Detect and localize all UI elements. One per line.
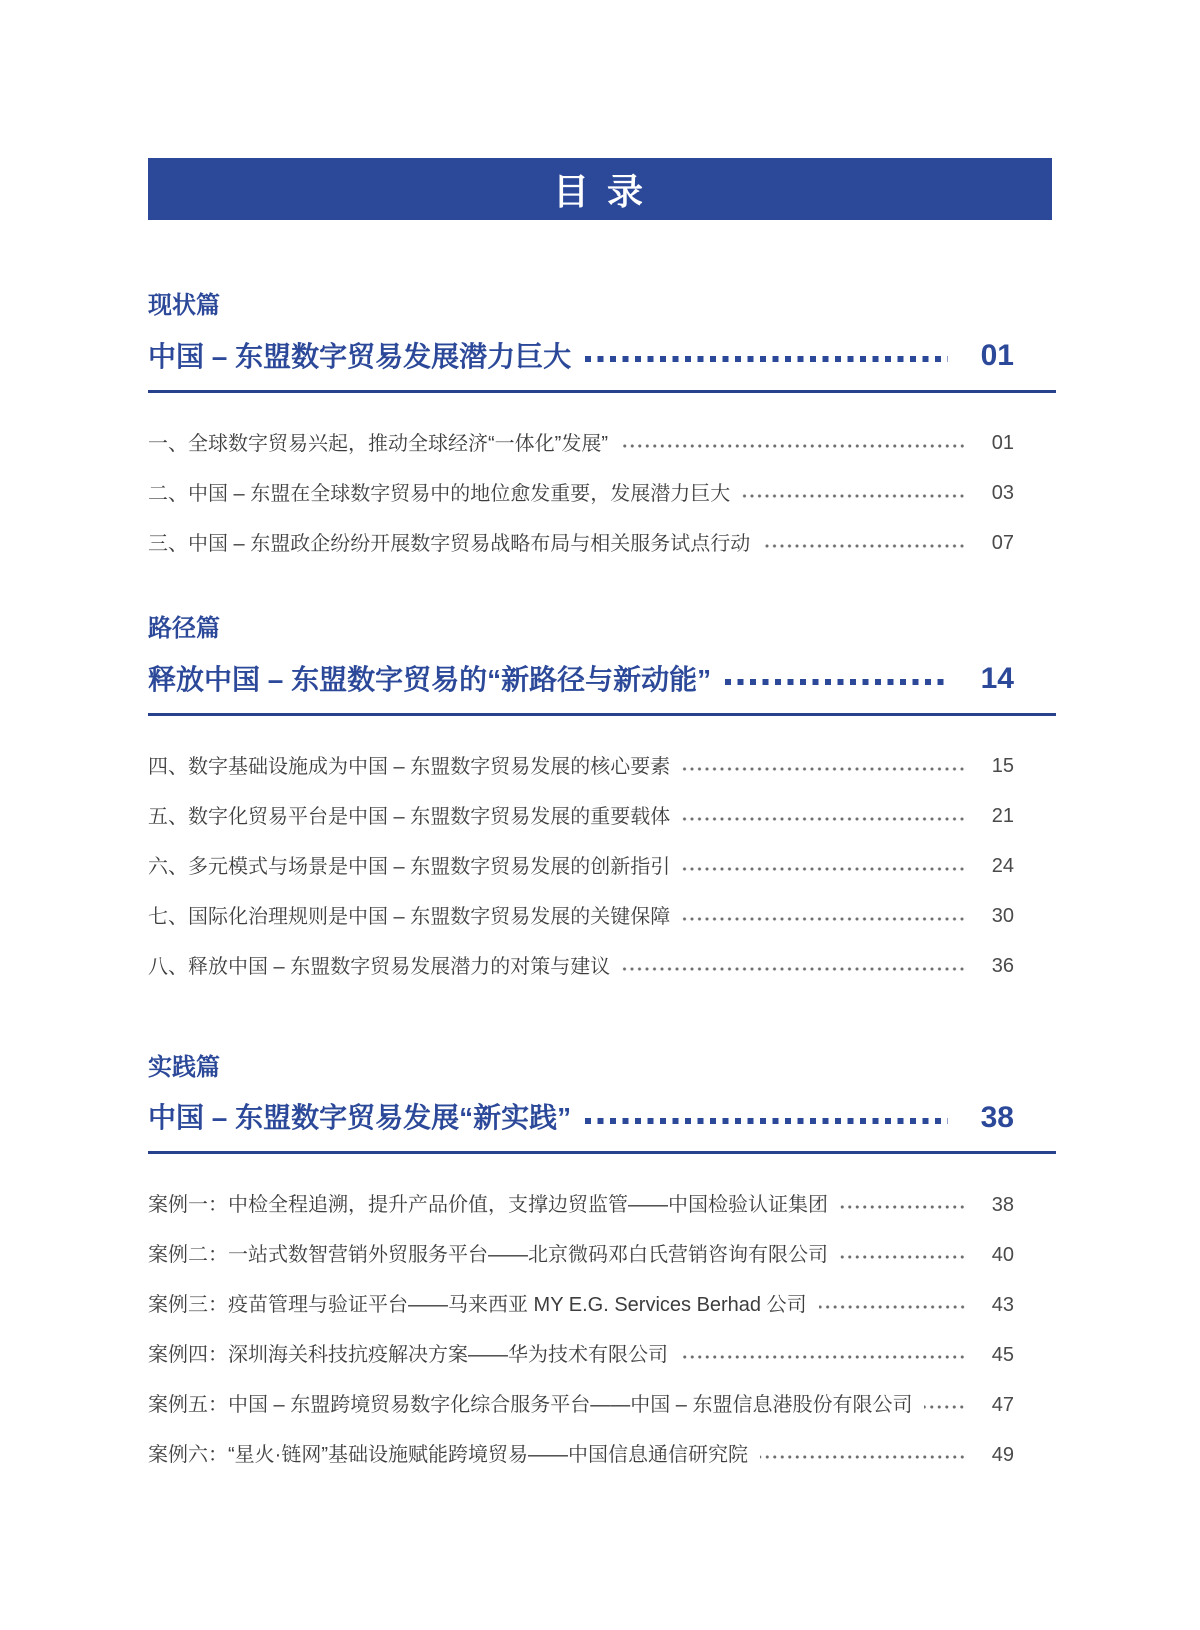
dot-leader <box>840 1253 966 1261</box>
toc-entry-page: 43 <box>991 1293 1014 1316</box>
toc-section-practice <box>148 1054 1056 1481</box>
toc-entry-text: 案例三：疫苗管理与验证平台——马来西亚 MY E.G. Services Berhad 公司 <box>148 1294 807 1317</box>
toc-entry <box>148 792 1014 842</box>
toc-entry-text: 案例六：“星火·链网”基础设施赋能跨境贸易——中国信息通信研究院 <box>148 1444 748 1467</box>
toc-entry <box>148 892 1014 942</box>
dot-leader <box>760 1453 966 1461</box>
section-title: 释放中国 – 东盟数字贸易的“新路径与新动能” <box>148 663 712 695</box>
toc-entry <box>148 1180 1014 1230</box>
dot-leader-bold <box>725 679 948 685</box>
dot-leader <box>682 915 966 923</box>
toc-entry <box>148 942 1014 992</box>
toc-section-status <box>148 292 1056 569</box>
toc-entry-page: 38 <box>991 1193 1014 1216</box>
toc-entry-text: 四、数字基础设施成为中国 – 东盟数字贸易发展的核心要素 <box>148 755 671 778</box>
toc-entry-page: 47 <box>991 1393 1014 1416</box>
toc-entry-text: 三、中国 – 东盟政企纷纷开展数字贸易战略布局与相关服务试点行动 <box>148 532 751 555</box>
toc-entry <box>148 1330 1014 1380</box>
toc-entry-text: 二、中国 – 东盟在全球数字贸易中的地位愈发重要，发展潜力巨大 <box>148 482 731 505</box>
toc-entry-text: 七、国际化治理规则是中国 – 东盟数字贸易发展的关键保障 <box>148 905 671 928</box>
toc-entry-page: 40 <box>991 1243 1014 1266</box>
toc-content <box>148 220 1056 1480</box>
dot-leader <box>924 1403 966 1411</box>
section-page-number: 38 <box>980 1100 1014 1134</box>
toc-entry-text: 案例二：一站式数智营销外贸服务平台——北京微码邓白氏营销咨询有限公司 <box>148 1244 828 1267</box>
toc-entry-text: 案例一：中检全程追溯，提升产品价值，支撑边贸监管——中国检验认证集团 <box>148 1194 828 1217</box>
section-label: 路径篇 <box>148 614 220 642</box>
section-page-number: 01 <box>980 339 1014 373</box>
toc-entry <box>148 742 1014 792</box>
toc-entry-text: 八、释放中国 – 东盟数字贸易发展潜力的对策与建议 <box>148 955 611 978</box>
page-title: 目 录 <box>552 170 647 212</box>
toc-entry <box>148 1430 1014 1480</box>
dot-leader <box>682 815 966 823</box>
dot-leader <box>840 1203 966 1211</box>
section-label: 现状篇 <box>148 292 220 319</box>
toc-entry-text: 五、数字化贸易平台是中国 – 东盟数字贸易发展的重要载体 <box>148 805 671 828</box>
dot-leader <box>680 1353 966 1361</box>
toc-section-path <box>148 615 1056 992</box>
toc-entry-page: 01 <box>991 432 1014 455</box>
section-title: 中国 – 东盟数字贸易发展潜力巨大 <box>148 340 572 372</box>
toc-entry-page: 36 <box>991 955 1014 978</box>
toc-entry-page: 03 <box>991 482 1014 505</box>
toc-item-list <box>148 1180 1056 1480</box>
toc-entry <box>148 842 1014 892</box>
toc-entry-text: 案例五：中国 – 东盟跨境贸易数字化综合服务平台——中国 – 东盟信息港股份有限公司 <box>148 1394 913 1417</box>
toc-entry-text: 案例四：深圳海关科技抗疫解决方案——华为技术有限公司 <box>148 1344 668 1367</box>
dot-leader <box>762 542 966 550</box>
dot-leader <box>620 442 966 450</box>
dot-leader <box>819 1303 966 1311</box>
dot-leader <box>682 765 966 773</box>
toc-entry <box>148 1230 1014 1280</box>
toc-entry-page: 24 <box>991 855 1014 878</box>
section-title: 中国 – 东盟数字贸易发展“新实践” <box>148 1102 572 1134</box>
toc-entry <box>148 519 1014 569</box>
page-title-bar <box>148 158 1052 220</box>
toc-entry-page: 49 <box>991 1443 1014 1466</box>
toc-entry <box>148 419 1014 469</box>
section-divider <box>148 713 1056 716</box>
toc-entry <box>148 1280 1014 1330</box>
dot-leader-bold <box>585 1118 948 1124</box>
section-heading-row <box>148 1100 1056 1135</box>
toc-entry-page: 45 <box>991 1343 1014 1366</box>
section-heading-row <box>148 662 1056 697</box>
toc-entry-text: 六、多元模式与场景是中国 – 东盟数字贸易发展的创新指引 <box>148 855 671 878</box>
toc-item-list <box>148 742 1056 992</box>
dot-leader <box>742 492 966 500</box>
section-label: 实践篇 <box>148 1053 220 1081</box>
toc-entry-page: 30 <box>991 905 1014 928</box>
toc-entry <box>148 469 1014 519</box>
toc-entry <box>148 1380 1014 1430</box>
toc-item-list <box>148 419 1056 569</box>
dot-leader <box>622 965 966 973</box>
toc-entry-page: 21 <box>991 805 1014 828</box>
toc-entry-text: 一、全球数字贸易兴起，推动全球经济“一体化”发展” <box>148 432 608 455</box>
toc-entry-page: 15 <box>991 755 1014 778</box>
section-divider <box>148 1151 1056 1154</box>
dot-leader <box>682 865 966 873</box>
section-page-number: 14 <box>980 662 1014 696</box>
section-divider <box>148 390 1056 393</box>
toc-entry-page: 07 <box>991 532 1014 555</box>
dot-leader-bold <box>585 356 948 362</box>
section-heading-row <box>148 339 1056 374</box>
